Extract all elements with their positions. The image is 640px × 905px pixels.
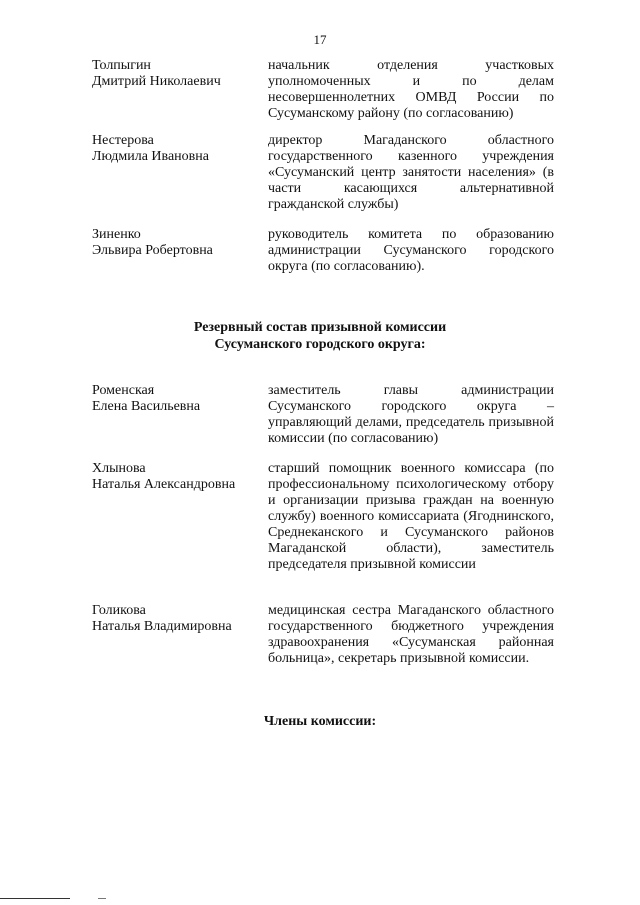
- member-entry: [92, 58, 562, 122]
- reserve-role: медицинская сестра Магаданского областного государственного бюджетного учреждения здравоохранения «Сусуманская районная больница», секретарь призывной комиссии.: [268, 603, 554, 666]
- reserve-name: [92, 603, 268, 667]
- reserve-heading-line1: Резервный состав призывной комиссии: [193, 320, 447, 335]
- reserve-role: старший помощник военного комиссара (по профессиональному психологическому отбору и организации призыва граждан на военную службу) военного комиссариата (Ягоднинского, Среднеканского и Сусуманского районов Магаданской области), заместитель председателя призывной комиссии: [268, 461, 554, 572]
- reserve-given-name: Наталья Александровна: [92, 477, 236, 492]
- member-name: [92, 227, 268, 275]
- reserve-entry: [92, 603, 562, 667]
- member-given-name: Эльвира Робертовна: [92, 243, 213, 258]
- reserve-given-name: Наталья Владимировна: [92, 619, 232, 634]
- member-surname: Толпыгин: [92, 58, 151, 73]
- member-given-name: Дмитрий Николаевич: [92, 74, 221, 89]
- reserve-name: [92, 461, 268, 573]
- reserve-heading-line2: Сусуманского городского округа:: [214, 337, 426, 352]
- member-given-name: Людмила Ивановна: [92, 149, 209, 164]
- member-surname: Зиненко: [92, 227, 141, 242]
- footer-mark: [98, 898, 106, 899]
- member-entry: [92, 133, 562, 213]
- reserve-surname: Роменская: [92, 383, 155, 398]
- members-heading: Члены комиссии:: [263, 714, 377, 729]
- member-role: руководитель комитета по образованию администрации Сусуманского городского округа (по согласованию).: [268, 227, 554, 274]
- member-role: директор Магаданского областного государственного казенного учреждения «Сусуманский центр занятости населения» (в части касающихся альтернативной гражданской службы): [268, 133, 554, 212]
- member-name: [92, 58, 268, 122]
- reserve-heading: [0, 319, 640, 353]
- member-name: [92, 133, 268, 213]
- footer-rule: [0, 898, 70, 899]
- reserve-given-name: Елена Васильевна: [92, 399, 201, 414]
- reserve-role: заместитель главы администрации Сусуманского городского округа – управляющий делами, председатель призывной комиссии (по согласованию): [268, 383, 554, 446]
- member-surname: Нестерова: [92, 133, 154, 148]
- reserve-entry: [92, 383, 562, 447]
- page-number: 17: [313, 32, 327, 47]
- reserve-surname: Голикова: [92, 603, 146, 618]
- member-role: начальник отделения участковых уполномоченных и по делам несовершеннолетних ОМВД России по Сусуманскому району (по согласованию): [268, 58, 554, 121]
- reserve-name: [92, 383, 268, 447]
- reserve-entry: [92, 461, 562, 573]
- member-entry: [92, 227, 562, 275]
- reserve-surname: Хлынова: [92, 461, 146, 476]
